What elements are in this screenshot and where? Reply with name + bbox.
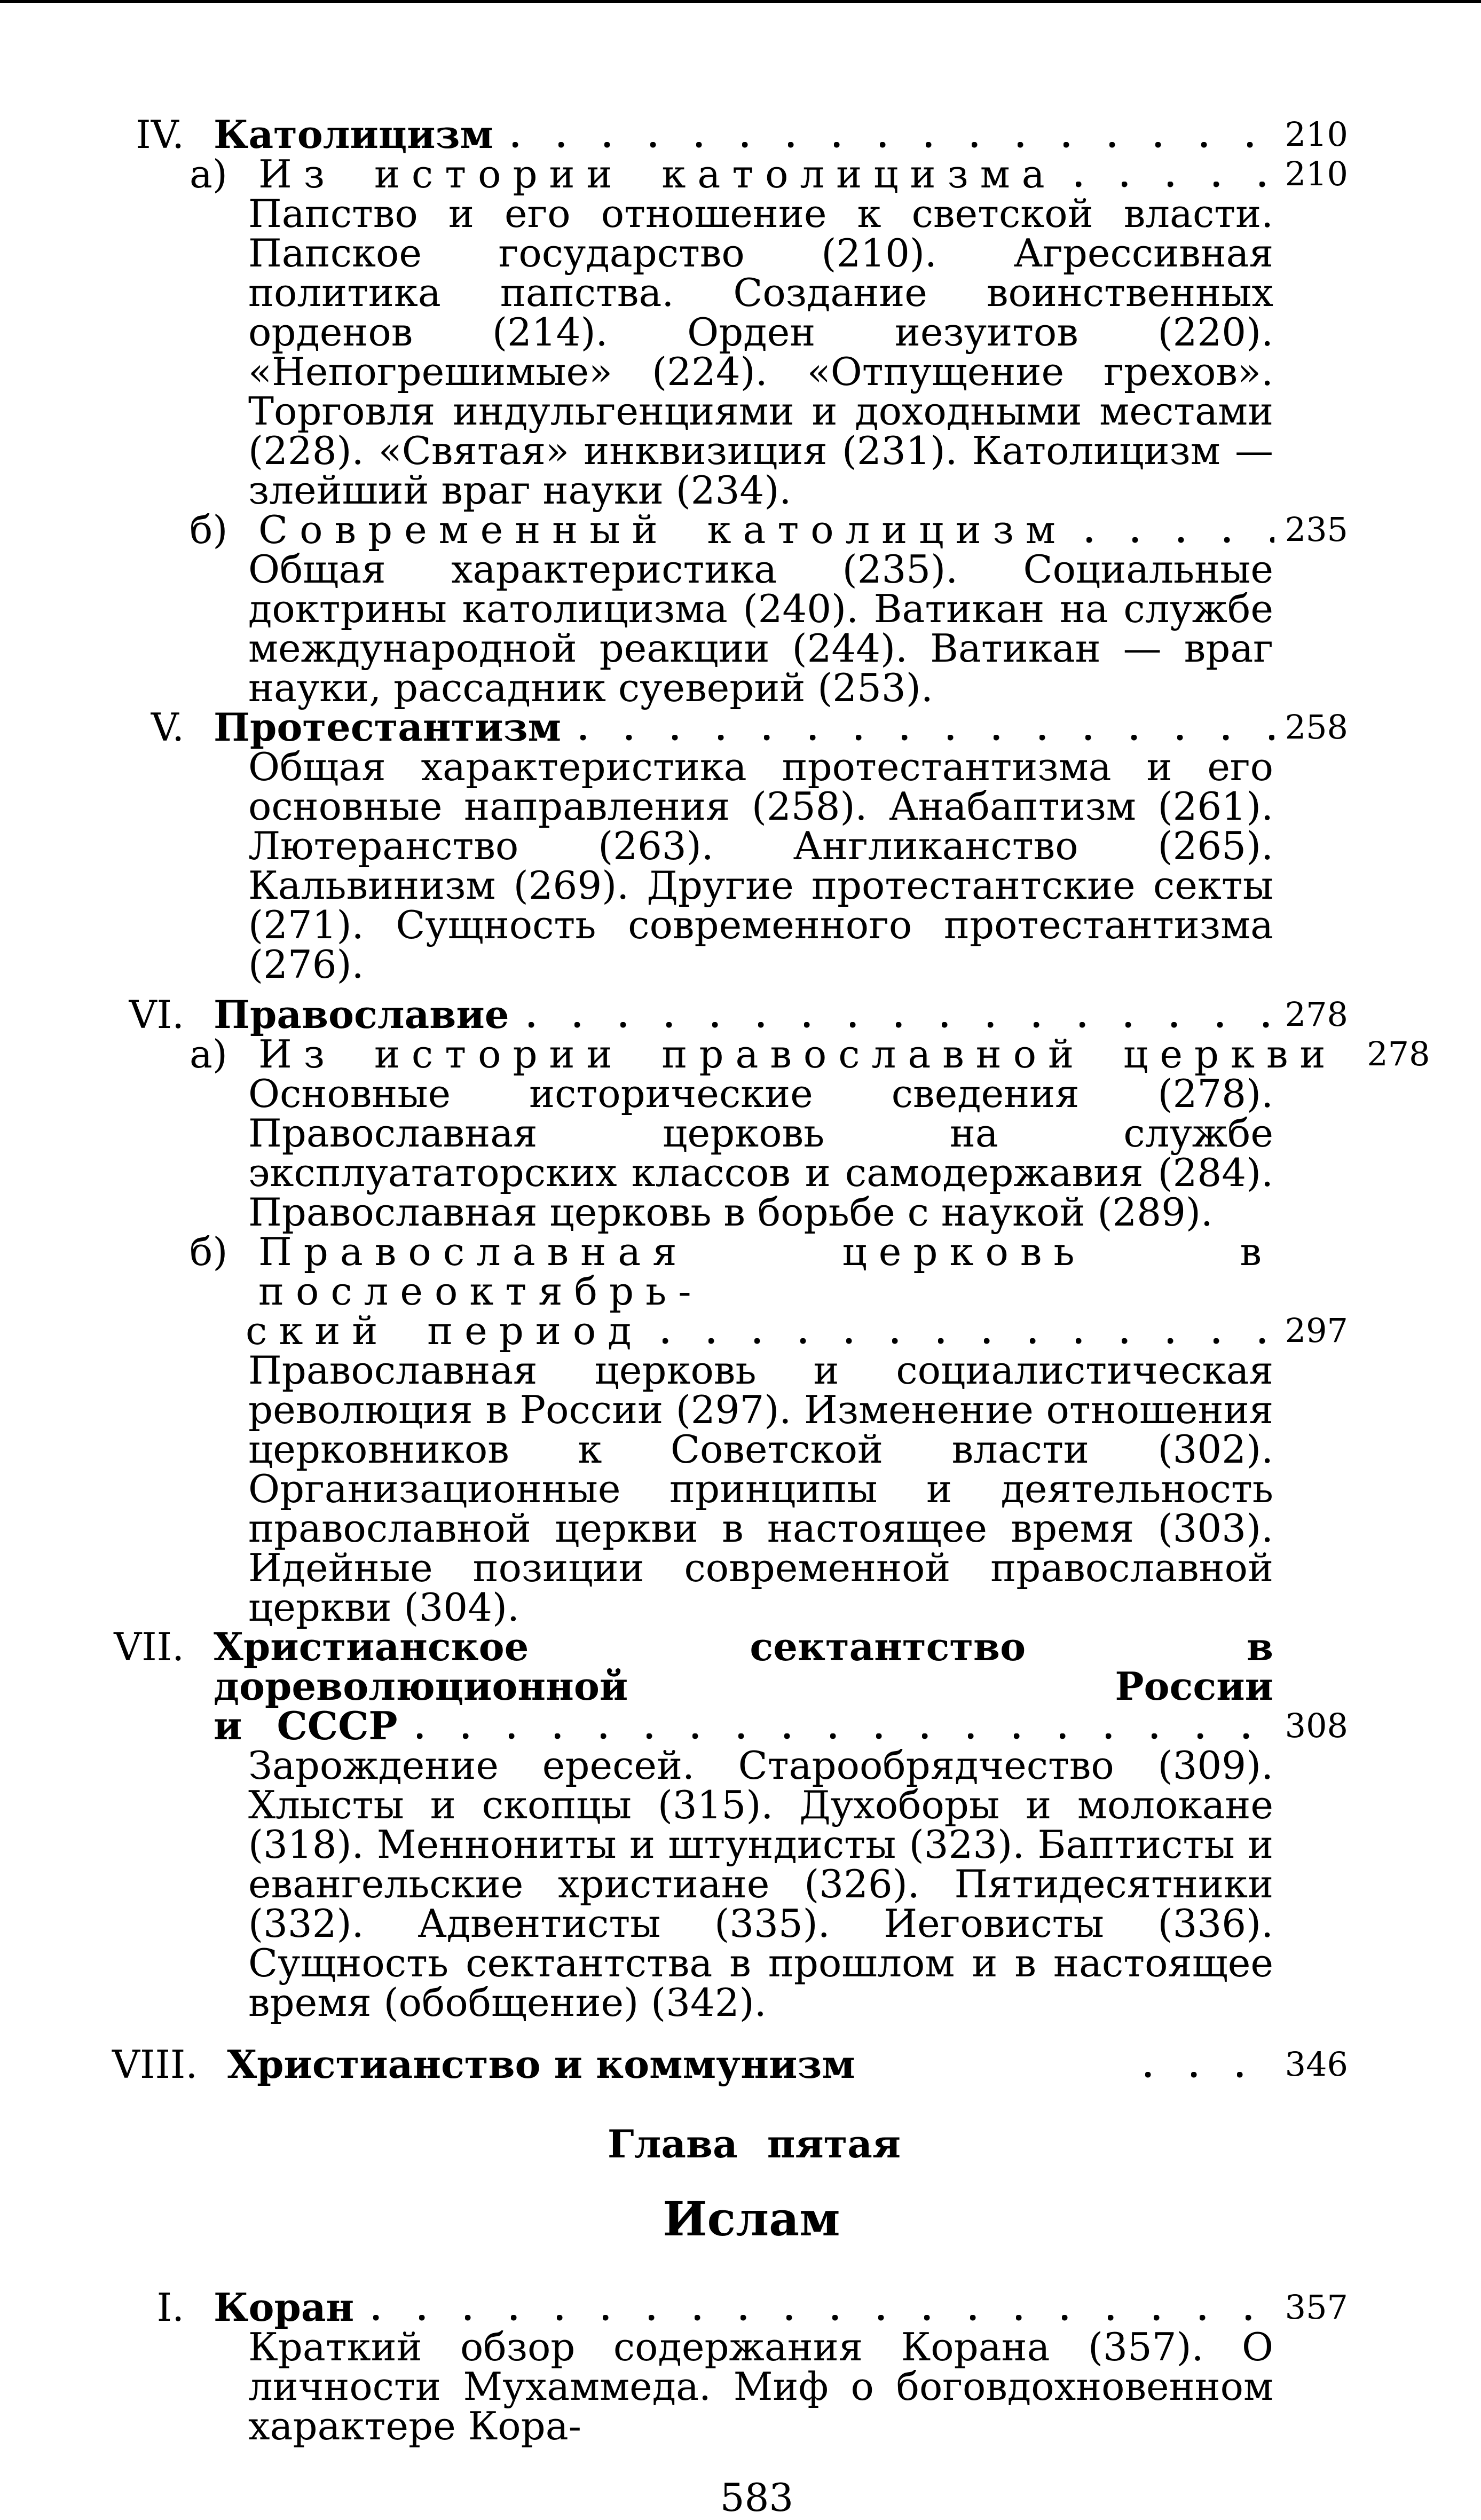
toc-description: Православная церковь и социалистическая революция в России (297). Изменение отношения церковников к Советской власти (302). Организационные принципы и деятельность православной церкви в настоящее время (303). Идейные позиции современной православной церкви (304). (248, 1348, 1273, 1630)
toc-subentry-continuation-row (112, 1308, 1348, 1353)
section-number: IV. (136, 112, 184, 157)
page-number: 357 (1285, 2288, 1348, 2327)
page-number: 278 (1285, 995, 1348, 1034)
toc-entry-row (112, 992, 1348, 1037)
section-title: Католицизм (214, 112, 494, 157)
toc-subentry-row (112, 1032, 1430, 1077)
section-number: VIII. (112, 2042, 198, 2087)
toc-entry-row (112, 2042, 1348, 2087)
page-number: 235 (1285, 510, 1348, 549)
toc-description: Основные исторические сведения (278). Православная церковь на службе эксплуататорских классов и самодержавия (284). Православная церковь в борьбе с наукой (289). (248, 1071, 1273, 1235)
subsection-letter: б) (190, 507, 228, 552)
dot-leader (580, 734, 1274, 741)
section-number: VII. (114, 1624, 184, 1669)
subsection-letter: б) (190, 1229, 228, 1274)
toc-description: Общая характеристика (235). Социальные доктрины католицизма (240). Ватикан на службе международной реакции (244). Ватикан — враг науки, рассадник суеверий (253). (248, 547, 1273, 710)
toc-entry-row (112, 112, 1348, 157)
toc-subentry-row (112, 152, 1348, 197)
section-title: Коран (214, 2285, 355, 2330)
section-number: V. (151, 705, 184, 750)
toc-description: Общая характеристика протестантизма и его основные направления (258). Анабаптизм (261). Лютеранство (263). Англиканство (265). Кальвинизм (269). Другие протестантские секты (271). Сущность современного протестантизма (276). (248, 744, 1273, 987)
page-number: 346 (1285, 2045, 1348, 2084)
toc-description: Краткий обзор содержания Корана (357). О личности Мухаммеда. Миф о боговдохновенном характере Кора- (248, 2325, 1273, 2448)
dot-leader (1086, 537, 1274, 543)
toc-entry-row (112, 2285, 1348, 2330)
toc-description: Зарождение ересей. Старообрядчество (309). Хлысты и скопцы (315). Духоборы и молокане (318). Меннониты и штундисты (323). Баптисты и евангельские христиане (326). Пятидесятники (332). Адвентисты (335). Иеговисты (336). Сущность сектантства в прошлом и в настоящее время (обобщение) (342). (248, 1743, 1273, 2025)
table-of-contents (112, 112, 1430, 2520)
toc-entry-continuation-row (112, 1703, 1348, 1748)
chapter-kicker: Глава пятая (607, 2121, 901, 2166)
dot-leader (417, 1733, 1274, 1739)
section-number: I. (156, 2285, 184, 2330)
page-number: 258 (1285, 708, 1348, 747)
subsection-title-line2: ский период (246, 1308, 643, 1353)
toc-description: Папство и его отношение к светской власти. Папское государство (210). Агрессивная политика папства. Создание воинственных орденов (214). Орден иезуитов (220). «Непогрешимые» (224). «Отпущение грехов». Торговля индульгенциями и доходными местами (228). «Святая» инквизиция (231). Католицизм — злейший враг науки (234). (248, 191, 1273, 513)
section-number: VI. (129, 992, 184, 1037)
dot-leader (663, 1338, 1274, 1344)
section-title-line1: Христианское сектантство в дореволюционной России (214, 1624, 1273, 1709)
dot-leader (1145, 2071, 1274, 2078)
chapter-title: Ислам (663, 2191, 840, 2247)
page-number: 297 (1285, 1311, 1348, 1350)
toc-section-list (112, 112, 1430, 2087)
page-number: 278 (1367, 1034, 1430, 1073)
section-title: Протестантизм (214, 704, 562, 750)
toc-islam-list (112, 2285, 1348, 2448)
page-folio: 583 (720, 2475, 794, 2520)
dot-leader (513, 142, 1274, 148)
toc-subentry-row (112, 1229, 1348, 1314)
section-title: Православие (214, 992, 509, 1037)
toc-subentry-row (112, 507, 1348, 552)
subsection-title-line1: Православная церковь в послеоктябрь- (258, 1229, 1273, 1314)
subsection-letter: а) (190, 1032, 228, 1077)
page-number: 308 (1285, 1706, 1348, 1745)
scan-edge-line (0, 0, 1481, 3)
page-number: 210 (1285, 115, 1348, 154)
toc-entry-row (112, 1624, 1348, 1709)
subsection-title: Из истории православной церкви (258, 1032, 1337, 1077)
subsection-title: Из истории католицизма (258, 152, 1057, 197)
section-title-line2: и СССР (214, 1703, 398, 1748)
subsection-letter: а) (190, 152, 228, 197)
toc-entry-row (112, 704, 1348, 750)
page-number: 210 (1285, 154, 1348, 193)
dot-leader (1076, 181, 1274, 187)
subsection-title: Современный католицизм (258, 507, 1067, 552)
section-title: Христианство и коммунизм (227, 2042, 855, 2087)
dot-leader (373, 2314, 1274, 2321)
dot-leader (529, 1022, 1274, 1028)
